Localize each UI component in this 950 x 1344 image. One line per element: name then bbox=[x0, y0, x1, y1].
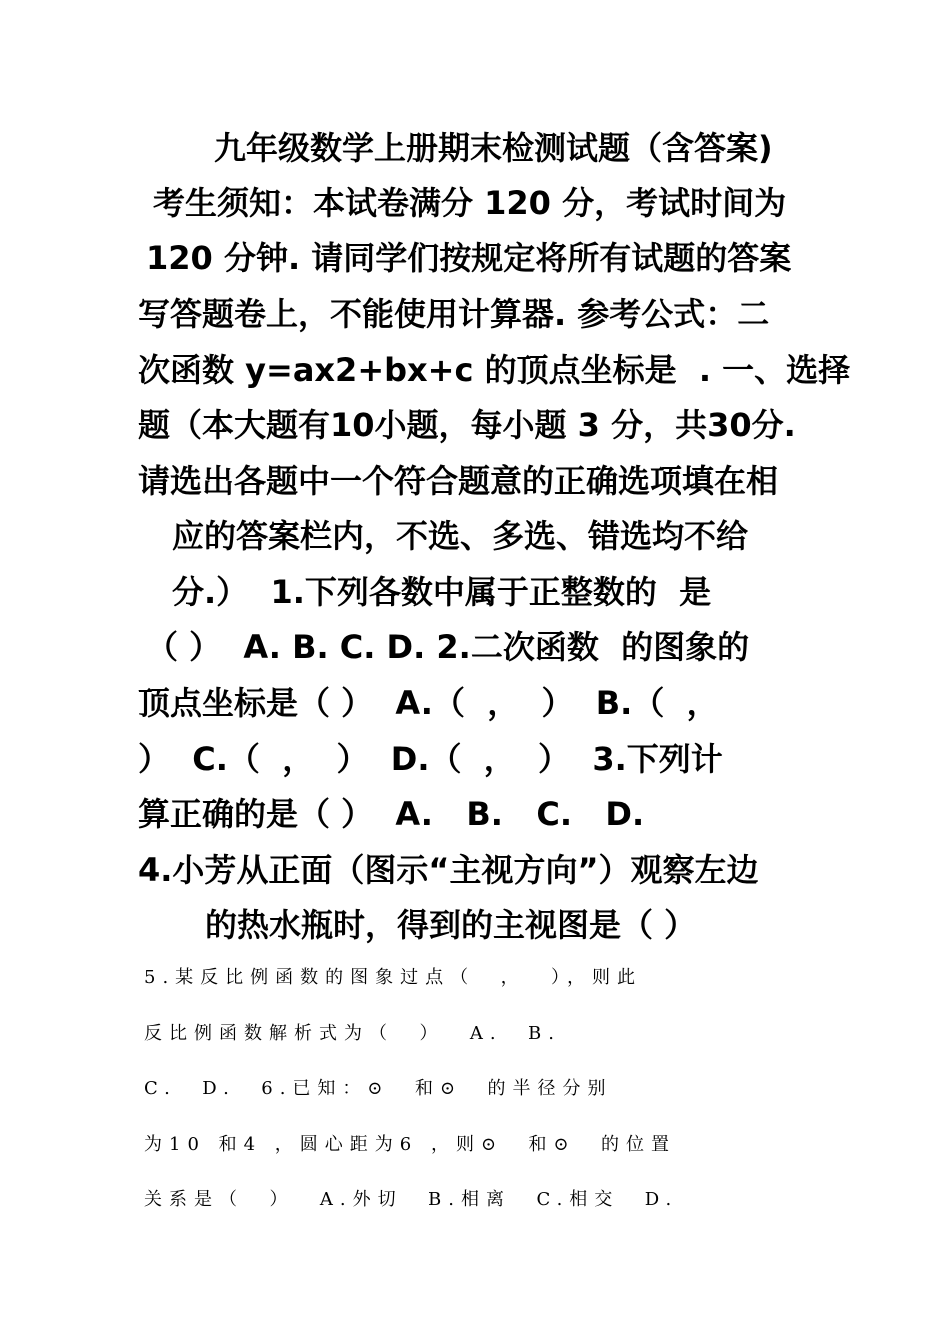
small-text-line-4: 为10 和4 ，圆心距为6 ，则⊙ 和⊙ 的位置 bbox=[144, 1134, 677, 1155]
text-line-10: 顶点坐标是（ ） A.（ ， ） B.（ ， bbox=[138, 684, 719, 722]
small-text-line-3: C. D. 6.已知：⊙ 和⊙ 的半径分别 bbox=[144, 1078, 613, 1099]
text-line-6: 请选出各题中一个符合题意的正确选项填在相 bbox=[138, 462, 779, 500]
text-line-8: 分.） 1.下列各数中属于正整数的 是 bbox=[172, 573, 712, 611]
document-title: 九年级数学上册期末检测试题（含答案) bbox=[214, 129, 773, 167]
text-line-5: 题（本大题有10小题，每小题 3 分，共30分. bbox=[138, 406, 796, 444]
text-line-1: 考生须知：本试卷满分 120 分，考试时间为 bbox=[153, 184, 787, 222]
text-line-3: 写答题卷上，不能使用计算器. 参考公式：二 bbox=[138, 295, 770, 333]
text-line-9: （ ） A. B. C. D. 2.二次函数 的图象的 bbox=[146, 628, 750, 666]
text-line-2: 120 分钟. 请同学们按规定将所有试题的答案 bbox=[146, 239, 792, 277]
text-line-7: 应的答案栏内，不选、多选、错选均不给 bbox=[172, 517, 749, 555]
small-text-line-1: 5.某反比例函数的图象过点（ ， ），则此 bbox=[144, 967, 643, 988]
text-line-12: 算正确的是（ ） A. B. C. D. bbox=[138, 795, 645, 833]
small-text-line-5: 关系是（ ） A.外切 B.相离 C.相交 D. bbox=[144, 1189, 679, 1210]
text-line-4: 次函数 y=ax2+bx+c 的顶点坐标是 . 一、选择 bbox=[138, 351, 851, 389]
text-line-14: 的热水瓶时，得到的主视图是（ ） bbox=[205, 906, 697, 944]
text-line-13: 4.小芳从正面（图示“主视方向”）观察左边 bbox=[138, 851, 759, 889]
small-text-line-2: 反比例函数解析式为（ ） A. B. bbox=[144, 1023, 561, 1044]
text-line-11: ） C.（ ， ） D.（ ， ） 3.下列计 bbox=[138, 740, 723, 778]
